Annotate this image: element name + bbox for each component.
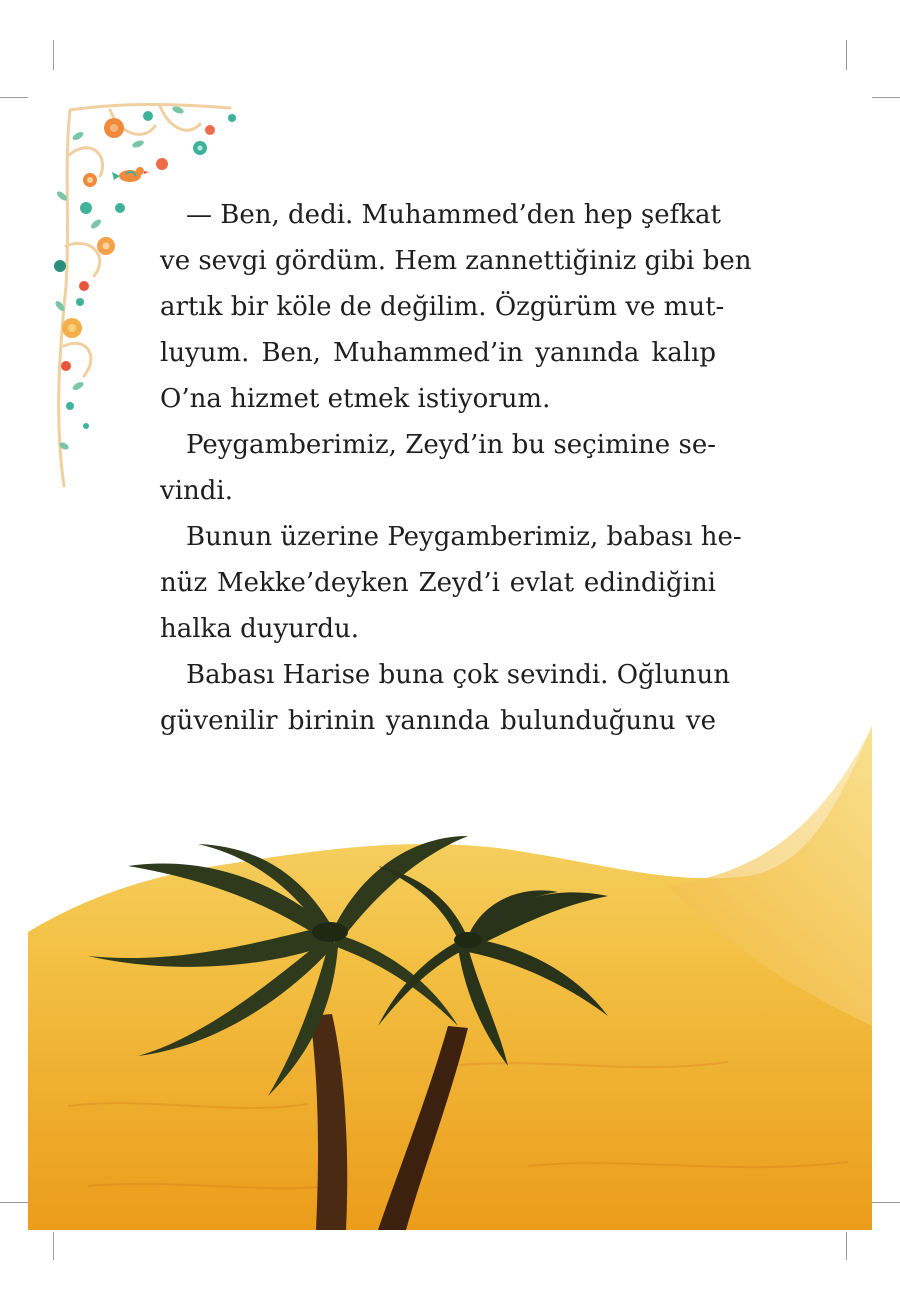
crop-mark-bottom-right-horizontal — [872, 1202, 900, 1203]
bird-icon — [112, 167, 149, 182]
text-line: nüz Mekke’deyken Zeyd’i evlat edindiğini — [160, 568, 716, 598]
text-line: — Ben, dedi. Muhammed’den hep şefkat — [186, 200, 721, 230]
sand-dune — [28, 726, 872, 1230]
text-line: artık bir köle de değilim. Özgürüm ve mut- — [160, 292, 725, 322]
text-line: Peygamberimiz, Zeyd’in bu seçimine se- — [186, 430, 716, 460]
crop-mark-top-left-horizontal — [0, 97, 28, 98]
text-line: ve sevgi gördüm. Hem zannettiğiniz gibi ben — [160, 246, 752, 276]
crop-mark-top-left-vertical — [53, 40, 54, 70]
text-line: O’na hizmet etmek istiyorum. — [160, 384, 551, 414]
text-line: Bunun üzerine Peygamberimiz, babası he- — [186, 522, 742, 552]
text-line: luyum. Ben, Muhammed’in yanında kalıp — [160, 338, 716, 368]
crop-mark-bottom-left-vertical — [53, 1232, 54, 1260]
text-line: halka duyurdu. — [160, 614, 359, 644]
text-line: vindi. — [160, 476, 233, 506]
crop-mark-bottom-left-horizontal — [0, 1202, 28, 1203]
desert-palm-illustration — [28, 726, 872, 1230]
body-text — [160, 192, 752, 744]
crop-mark-top-right-vertical — [846, 40, 847, 70]
crop-mark-top-right-horizontal — [872, 97, 900, 98]
crop-mark-bottom-right-vertical — [846, 1232, 847, 1260]
text-line: Babası Harise buna çok sevindi. Oğlunun — [186, 660, 730, 690]
text-line: güvenilir birinin yanında bulunduğunu ve — [160, 706, 716, 736]
